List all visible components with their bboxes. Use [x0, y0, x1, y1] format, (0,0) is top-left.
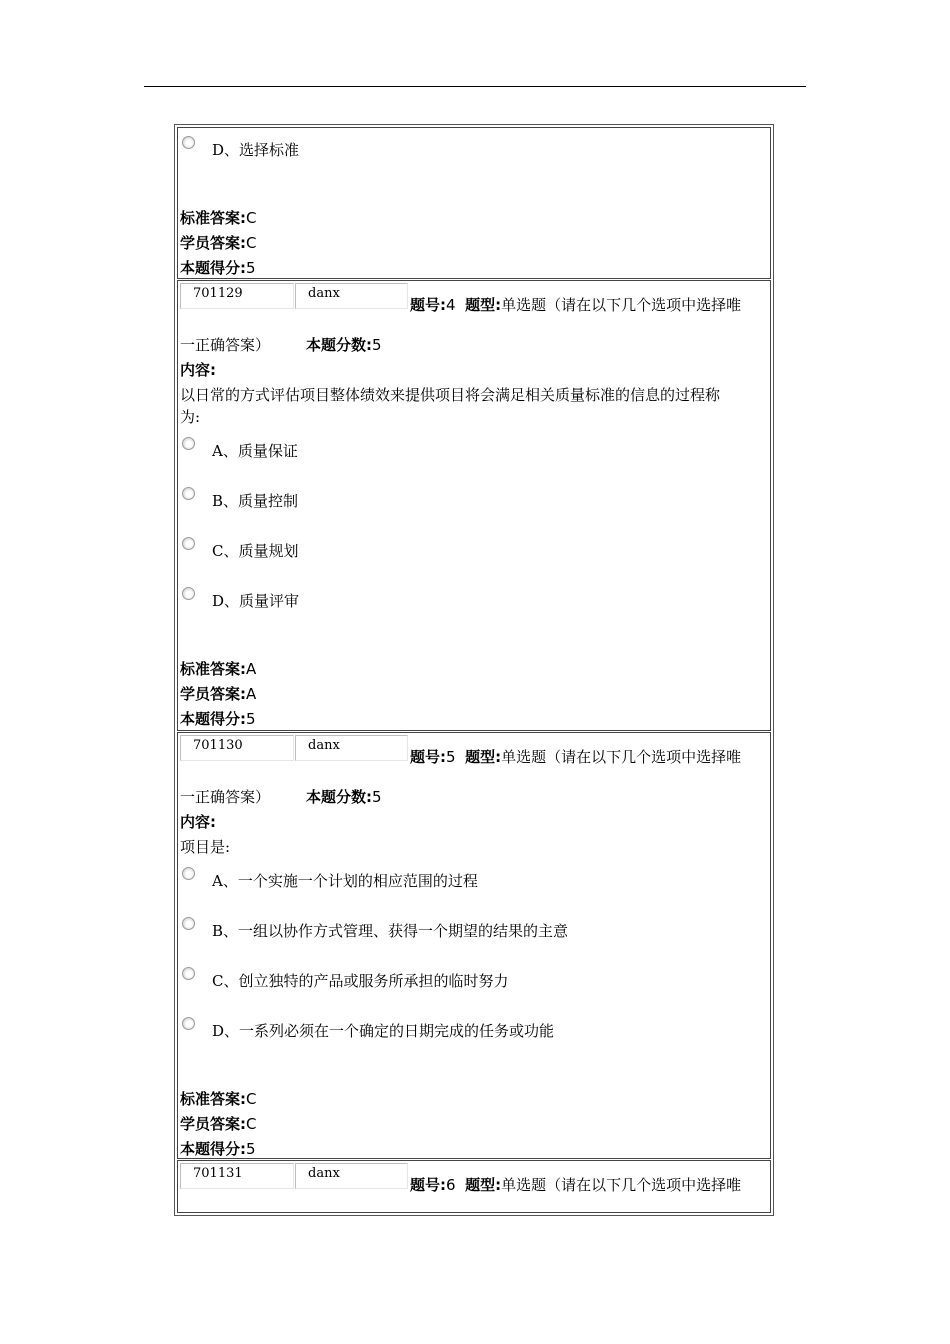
std-answer-row: [180, 209, 256, 227]
option-c-label: C、创立独特的产品或服务所承担的临时努力: [212, 972, 509, 990]
radio-option-a[interactable]: [182, 437, 195, 450]
question-no-value: 4: [446, 296, 456, 314]
question-points-value: 5: [372, 336, 382, 354]
option-c-label: C、质量规划: [212, 542, 299, 560]
std-answer-value: C: [246, 209, 257, 227]
option-d-label: D、选择标准: [212, 141, 300, 159]
question-id-field[interactable]: 701131: [180, 1163, 294, 1189]
std-answer-value: C: [246, 1090, 257, 1108]
option-d-label: D、质量评审: [212, 592, 300, 610]
question-no-value: 6: [446, 1176, 456, 1194]
question-type-value: 单选题（请在以下几个选项中选择唯: [501, 1176, 742, 1194]
exam-results-table: [174, 124, 774, 1216]
question-no-label: 题号:: [410, 748, 446, 766]
score-value: 5: [246, 710, 256, 728]
question-type-code-field[interactable]: danx: [295, 283, 408, 309]
question-id-field[interactable]: 701129: [180, 283, 294, 309]
radio-option-d[interactable]: [182, 136, 195, 149]
score-row: [180, 1140, 256, 1158]
question-type-value: 单选题（请在以下几个选项中选择唯: [501, 296, 742, 314]
std-answer-label: 标准答案:: [180, 1090, 246, 1108]
question-header: [410, 748, 741, 766]
question-header: [410, 296, 741, 314]
radio-option-c[interactable]: [182, 967, 195, 980]
std-answer-value: A: [246, 660, 257, 678]
content-label: 内容:: [180, 813, 216, 831]
option-b-label: B、一组以协作方式管理、获得一个期望的结果的主意: [212, 922, 569, 940]
question-no-value: 5: [446, 748, 456, 766]
question-type-continued: [180, 788, 270, 806]
question-3-tail: [177, 127, 771, 279]
score-label: 本题得分:: [180, 1140, 246, 1158]
question-points-label: 本题分数:: [306, 788, 372, 806]
radio-option-d[interactable]: [182, 587, 195, 600]
score-value: 5: [246, 259, 256, 277]
question-type-value: 单选题（请在以下几个选项中选择唯: [501, 748, 742, 766]
question-points-row: [306, 788, 382, 806]
question-header: [410, 1176, 741, 1194]
radio-option-d[interactable]: [182, 1017, 195, 1030]
student-answer-label: 学员答案:: [180, 1115, 246, 1133]
question-type-label: 题型:: [465, 1176, 502, 1194]
student-answer-label: 学员答案:: [180, 685, 246, 703]
option-d-label: D、一系列必须在一个确定的日期完成的任务或功能: [212, 1022, 555, 1040]
question-points-value: 5: [372, 788, 382, 806]
score-row: [180, 710, 256, 728]
content-line-1: 以日常的方式评估项目整体绩效来提供项目将会满足相关质量标准的信息的过程称: [180, 386, 721, 404]
question-points-label: 本题分数:: [306, 336, 372, 354]
content-line-1: 项目是:: [180, 838, 231, 856]
question-type-value-cont: 一正确答案）: [180, 788, 271, 806]
student-answer-row: [180, 234, 256, 252]
radio-option-b[interactable]: [182, 917, 195, 930]
question-id-field[interactable]: 701130: [180, 735, 294, 761]
std-answer-label: 标准答案:: [180, 209, 246, 227]
student-answer-row: [180, 1115, 256, 1133]
question-type-value-cont: 一正确答案）: [180, 336, 271, 354]
question-no-label: 题号:: [410, 1176, 446, 1194]
score-value: 5: [246, 1140, 256, 1158]
question-5: [177, 732, 771, 1159]
student-answer-value: C: [246, 234, 257, 252]
question-4: [177, 280, 771, 731]
student-answer-row: [180, 685, 256, 703]
question-type-code-field[interactable]: danx: [295, 1163, 408, 1189]
content-label: 内容:: [180, 361, 216, 379]
std-answer-row: [180, 1090, 256, 1108]
std-answer-row: [180, 660, 256, 678]
option-a-label: A、质量保证: [212, 442, 298, 460]
question-type-code-field[interactable]: danx: [295, 735, 408, 761]
content-line-2: 为:: [180, 408, 201, 426]
question-6: [177, 1160, 771, 1213]
question-type-continued: [180, 336, 270, 354]
std-answer-label: 标准答案:: [180, 660, 246, 678]
question-no-label: 题号:: [410, 296, 446, 314]
student-answer-value: C: [246, 1115, 257, 1133]
top-rule: [144, 86, 806, 87]
radio-option-c[interactable]: [182, 537, 195, 550]
option-b-label: B、质量控制: [212, 492, 299, 510]
student-answer-label: 学员答案:: [180, 234, 246, 252]
score-row: [180, 259, 256, 277]
question-type-label: 题型:: [465, 296, 502, 314]
option-a-label: A、一个实施一个计划的相应范围的过程: [212, 872, 478, 890]
score-label: 本题得分:: [180, 710, 246, 728]
question-type-label: 题型:: [465, 748, 502, 766]
radio-option-a[interactable]: [182, 867, 195, 880]
question-points-row: [306, 336, 382, 354]
score-label: 本题得分:: [180, 259, 246, 277]
radio-option-b[interactable]: [182, 487, 195, 500]
student-answer-value: A: [246, 685, 257, 703]
